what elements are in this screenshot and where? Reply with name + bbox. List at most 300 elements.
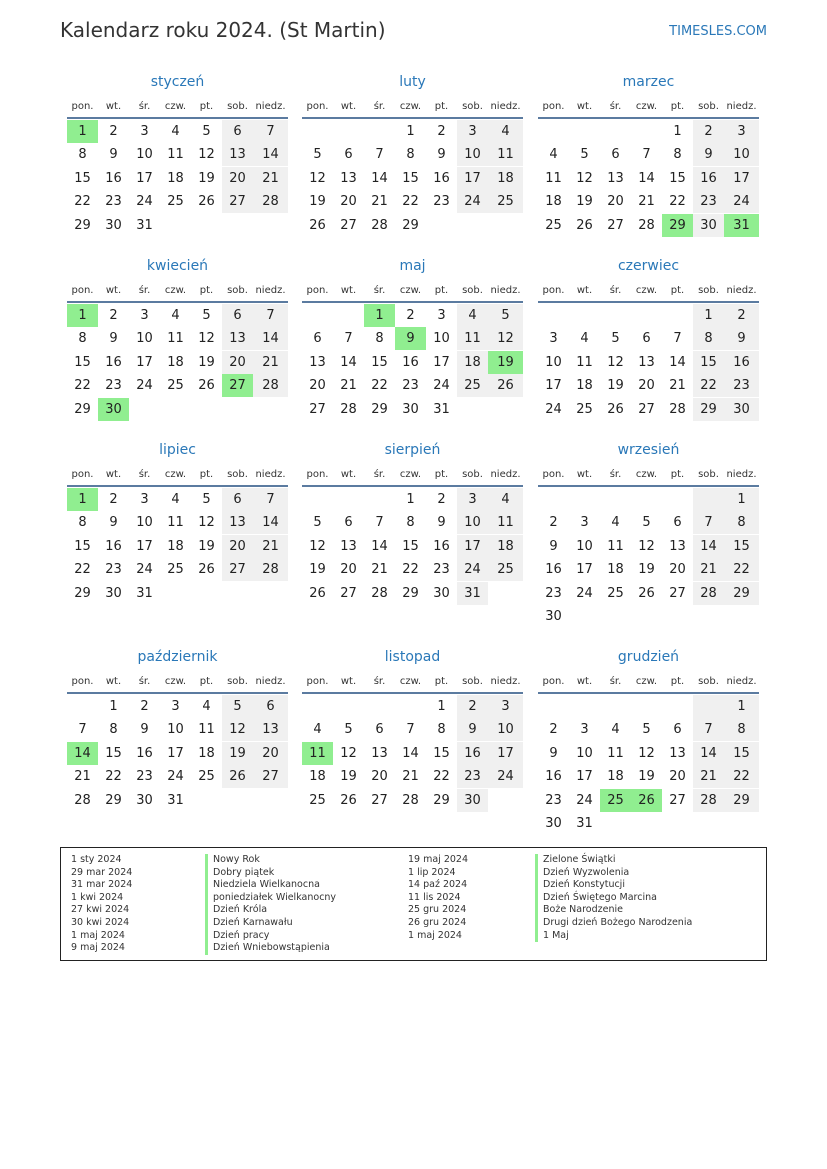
day-cell: 28 [371,217,388,233]
day-cell: 27 [340,585,357,601]
weekday-label: niedz. [490,676,521,687]
month-name: maj [399,258,426,274]
day-cell: 18 [457,351,488,374]
day-cell: 11 [167,331,184,346]
day-cell: 15 [371,354,388,370]
month-name: sierpień [384,442,441,458]
day-cell: 20 [340,194,357,209]
day-cell: 4 [457,304,488,327]
day-cell: 7 [253,120,288,143]
weekday-header [67,97,288,119]
week-row [67,582,288,605]
weekday-label: niedz. [490,469,521,480]
weekday-label: wt. [340,469,357,480]
day-cell: 7 [406,722,415,737]
day-cell: 20 [638,378,655,393]
day-cell: 18 [167,354,184,370]
day-cell: 6 [344,147,353,162]
month-calendar [302,642,523,812]
day-cell: 8 [78,515,87,530]
day-cell: 1 [406,491,415,507]
day-cell: 16 [136,745,153,761]
day-cell: 15 [669,170,686,186]
legend-date: 1 maj 2024 [71,929,125,941]
legend-date: 26 gru 2024 [408,916,467,928]
day-cell: 25 [576,401,593,417]
day-cell: 16 [433,170,450,186]
day-cell: 14 [67,742,98,765]
day-cell: 5 [202,491,211,507]
day-cell: 24 [488,765,523,788]
empty-cell [222,582,253,605]
day-cell: 5 [344,722,353,737]
weekday-label: śr. [609,101,622,112]
day-cell: 25 [545,217,562,233]
legend-date: 25 gru 2024 [408,904,467,916]
day-cell: 6 [222,488,253,511]
day-cell: 16 [457,742,488,765]
day-cell: 4 [171,123,180,139]
empty-cell [569,120,600,143]
day-cell: 27 [309,401,326,417]
day-cell: 25 [488,190,523,213]
day-cell: 21 [74,769,91,784]
month-calendar [67,67,288,237]
day-cell: 29 [74,585,91,601]
day-cell: 1 [724,695,759,718]
week-row [302,742,523,765]
weekday-label: śr. [373,469,386,480]
empty-cell [488,214,523,237]
weekday-label: sob. [698,676,719,687]
weekday-header [302,97,523,119]
empty-cell [191,582,222,605]
weekday-label: śr. [373,285,386,296]
day-cell: 1 [67,488,98,511]
weekday-label: niedz. [255,469,286,480]
day-cell: 30 [402,401,419,417]
day-cell: 3 [437,307,446,323]
empty-cell [662,304,693,327]
day-cell: 23 [433,562,450,577]
week-row [538,605,759,628]
empty-cell [693,695,724,718]
day-cell: 29 [402,585,419,601]
day-cell: 2 [109,123,118,139]
day-cell: 5 [202,307,211,323]
weekday-label: wt. [105,285,122,296]
day-cell: 19 [309,194,326,209]
empty-cell [662,488,693,511]
day-cell: 12 [638,745,655,761]
empty-cell [724,605,759,628]
legend-date: 11 lis 2024 [408,891,461,903]
week-row [302,374,523,397]
day-cell: 23 [693,190,724,213]
day-cell: 4 [611,722,620,737]
day-cell: 29 [402,217,419,233]
week-row [538,718,759,741]
day-cell: 13 [340,170,357,186]
empty-cell [222,214,253,237]
day-cell: 22 [74,562,91,577]
week-row [67,214,288,237]
day-cell: 15 [724,535,759,558]
day-cell: 23 [433,194,450,209]
weekday-label: sob. [462,469,483,480]
empty-cell [191,789,222,812]
day-cell: 25 [457,374,488,397]
day-cell: 28 [253,374,288,397]
day-cell: 12 [340,745,357,761]
week-row [302,120,523,143]
weekday-label: sob. [462,676,483,687]
day-cell: 13 [222,511,253,534]
day-cell: 11 [545,170,562,186]
day-cell: 24 [136,378,153,393]
page-title: Kalendarz roku 2024. (St Martin) [60,18,386,42]
day-cell: 17 [457,167,488,190]
day-cell: 9 [109,515,118,530]
legend-date: 30 kwi 2024 [71,916,130,928]
week-row [67,695,288,718]
weekday-label: czw. [635,469,658,480]
week-row [302,488,523,511]
day-cell: 23 [724,374,759,397]
day-cell: 15 [74,538,91,554]
day-cell: 22 [724,558,759,581]
day-cell: 8 [437,722,446,737]
legend-date: 29 mar 2024 [71,866,133,878]
day-cell: 7 [673,331,682,346]
empty-cell [302,120,333,143]
day-cell: 30 [457,789,488,812]
day-cell: 1 [406,123,415,139]
weekday-header [302,281,523,303]
day-cell: 8 [406,147,415,162]
day-cell: 19 [488,351,523,374]
weekday-label: niedz. [726,469,757,480]
weekday-header [538,281,759,303]
day-cell: 2 [437,123,446,139]
day-cell: 23 [457,765,488,788]
week-row [302,718,523,741]
day-cell: 6 [375,722,384,737]
empty-cell [333,304,364,327]
day-cell: 10 [488,718,523,741]
weekday-label: pt. [199,101,214,112]
weekday-header [538,465,759,487]
day-cell: 2 [549,722,558,737]
empty-cell [631,605,662,628]
weekday-label: czw. [399,469,422,480]
week-row [67,143,288,166]
day-cell: 18 [545,194,562,209]
empty-cell [693,812,724,835]
week-row [302,789,523,812]
day-cell: 29 [371,401,388,417]
day-cell: 14 [638,170,655,186]
day-cell: 17 [136,170,153,186]
day-cell: 28 [253,558,288,581]
weekday-label: wt. [105,469,122,480]
day-cell: 29 [433,792,450,808]
day-cell: 26 [222,765,253,788]
week-row [302,351,523,374]
day-cell: 24 [545,401,562,417]
day-cell: 26 [638,585,655,601]
day-cell: 10 [576,538,593,554]
week-row [67,327,288,350]
day-cell: 30 [98,398,129,421]
day-cell: 17 [576,562,593,577]
weekday-label: czw. [164,285,187,296]
weekday-label: pon. [306,101,329,112]
day-cell: 17 [433,354,450,370]
day-cell: 28 [371,585,388,601]
day-cell: 27 [371,792,388,808]
weekday-label: pt. [670,676,685,687]
day-cell: 16 [545,769,562,784]
day-cell: 20 [669,769,686,784]
week-row [302,190,523,213]
day-cell: 5 [222,695,253,718]
legend-names-col-1 [205,854,336,955]
legend-date: 1 lip 2024 [408,866,456,878]
day-cell: 2 [724,304,759,327]
day-cell: 4 [580,331,589,346]
day-cell: 12 [576,170,593,186]
day-cell: 22 [402,562,419,577]
day-cell: 14 [253,511,288,534]
day-cell: 25 [167,562,184,577]
day-cell: 16 [693,167,724,190]
day-cell: 18 [167,538,184,554]
weekday-label: czw. [399,676,422,687]
weekday-label: pon. [71,101,94,112]
weekday-label: czw. [635,285,658,296]
weekday-label: niedz. [490,101,521,112]
day-cell: 1 [437,698,446,714]
day-cell: 6 [313,331,322,346]
empty-cell [600,120,631,143]
day-cell: 11 [457,327,488,350]
day-cell: 7 [253,304,288,327]
day-cell: 11 [488,143,523,166]
day-cell: 3 [580,722,589,737]
day-cell: 20 [371,769,388,784]
day-cell: 28 [402,792,419,808]
day-cell: 6 [642,331,651,346]
weekday-header [67,281,288,303]
day-cell: 21 [340,378,357,393]
day-cell: 5 [642,515,651,530]
weekday-label: wt. [576,285,593,296]
weekday-label: sob. [462,285,483,296]
day-cell: 16 [105,170,122,186]
day-cell: 8 [406,515,415,530]
day-cell: 21 [693,765,724,788]
day-cell: 23 [402,378,419,393]
week-row [67,398,288,421]
day-cell: 12 [309,538,326,554]
month-calendar [538,67,759,237]
empty-cell [631,304,662,327]
day-cell: 11 [167,147,184,162]
day-cell: 24 [433,378,450,393]
day-cell: 29 [105,792,122,808]
day-cell: 16 [433,538,450,554]
day-cell: 15 [74,170,91,186]
week-row [302,327,523,350]
day-cell: 22 [371,378,388,393]
site-link[interactable]: TIMESLES.COM [669,24,767,39]
week-row [67,488,288,511]
weekday-label: pon. [306,469,329,480]
day-cell: 5 [611,331,620,346]
day-cell: 13 [340,538,357,554]
week-row [67,374,288,397]
day-cell: 15 [724,742,759,765]
week-row [67,511,288,534]
empty-cell [538,488,569,511]
day-cell: 24 [136,194,153,209]
day-cell: 24 [576,792,593,808]
day-cell: 16 [545,562,562,577]
day-cell: 15 [433,745,450,761]
day-cell: 24 [457,190,488,213]
day-cell: 14 [371,170,388,186]
day-cell: 12 [488,327,523,350]
legend-holiday-name: Niedziela Wielkanocna [205,879,336,892]
weekday-label: pt. [434,469,449,480]
weekday-label: pt. [670,285,685,296]
day-cell: 11 [607,745,624,761]
day-cell: 21 [669,378,686,393]
day-cell: 21 [693,558,724,581]
day-cell: 5 [313,515,322,530]
week-row [67,304,288,327]
day-cell: 19 [198,538,215,554]
day-cell: 4 [202,698,211,714]
day-cell: 9 [140,722,149,737]
day-cell: 29 [662,214,693,237]
day-cell: 4 [313,722,322,737]
empty-cell [191,214,222,237]
day-cell: 4 [171,307,180,323]
day-cell: 19 [198,354,215,370]
day-cell: 19 [638,562,655,577]
weekday-label: śr. [138,285,151,296]
day-cell: 9 [549,538,558,554]
empty-cell [160,398,191,421]
day-cell: 24 [457,558,488,581]
empty-cell [724,812,759,835]
day-cell: 2 [457,695,488,718]
week-row [67,120,288,143]
day-cell: 4 [488,488,523,511]
day-cell: 31 [724,214,759,237]
day-cell: 1 [364,304,395,327]
day-cell: 3 [171,698,180,714]
empty-cell [253,398,288,421]
month-calendar [538,642,759,835]
day-cell: 25 [198,769,215,784]
week-row [67,742,288,765]
day-cell: 27 [607,217,624,233]
day-cell: 15 [402,170,419,186]
weekday-label: śr. [609,469,622,480]
day-cell: 24 [724,190,759,213]
weekday-label: niedz. [490,285,521,296]
weekday-label: pon. [542,101,565,112]
day-cell: 4 [611,515,620,530]
weekday-label: wt. [576,676,593,687]
weekday-label: pon. [71,676,94,687]
week-row [538,511,759,534]
empty-cell [160,582,191,605]
day-cell: 3 [140,491,149,507]
day-cell: 4 [488,120,523,143]
week-row [538,304,759,327]
empty-cell [662,695,693,718]
day-cell: 26 [488,374,523,397]
day-cell: 2 [693,120,724,143]
day-cell: 8 [693,327,724,350]
week-row [302,695,523,718]
day-cell: 24 [167,769,184,784]
day-cell: 5 [202,123,211,139]
legend-date: 9 maj 2024 [71,942,125,954]
day-cell: 15 [402,538,419,554]
month-calendar [67,642,288,812]
weekday-label: pon. [306,285,329,296]
day-cell: 6 [222,120,253,143]
day-cell: 29 [74,217,91,233]
legend-holiday-name: Nowy Rok [205,854,336,867]
day-cell: 22 [105,769,122,784]
day-cell: 31 [136,585,153,601]
day-cell: 7 [642,147,651,162]
weekday-label: niedz. [726,101,757,112]
week-row [538,558,759,581]
day-cell: 5 [580,147,589,162]
day-cell: 9 [395,327,426,350]
day-cell: 22 [74,378,91,393]
day-cell: 27 [340,217,357,233]
weekday-label: pt. [199,469,214,480]
weekday-header [302,672,523,694]
day-cell: 11 [198,722,215,737]
week-row [538,695,759,718]
day-cell: 2 [549,515,558,530]
day-cell: 13 [669,745,686,761]
day-cell: 6 [673,515,682,530]
day-cell: 28 [253,190,288,213]
empty-cell [364,695,395,718]
week-row [302,558,523,581]
empty-cell [222,789,253,812]
day-cell: 27 [222,190,253,213]
day-cell: 26 [198,378,215,393]
day-cell: 17 [488,742,523,765]
week-row [538,789,759,812]
empty-cell [302,488,333,511]
month-calendar [302,435,523,605]
day-cell: 11 [302,742,333,765]
day-cell: 1 [67,120,98,143]
day-cell: 10 [433,331,450,346]
